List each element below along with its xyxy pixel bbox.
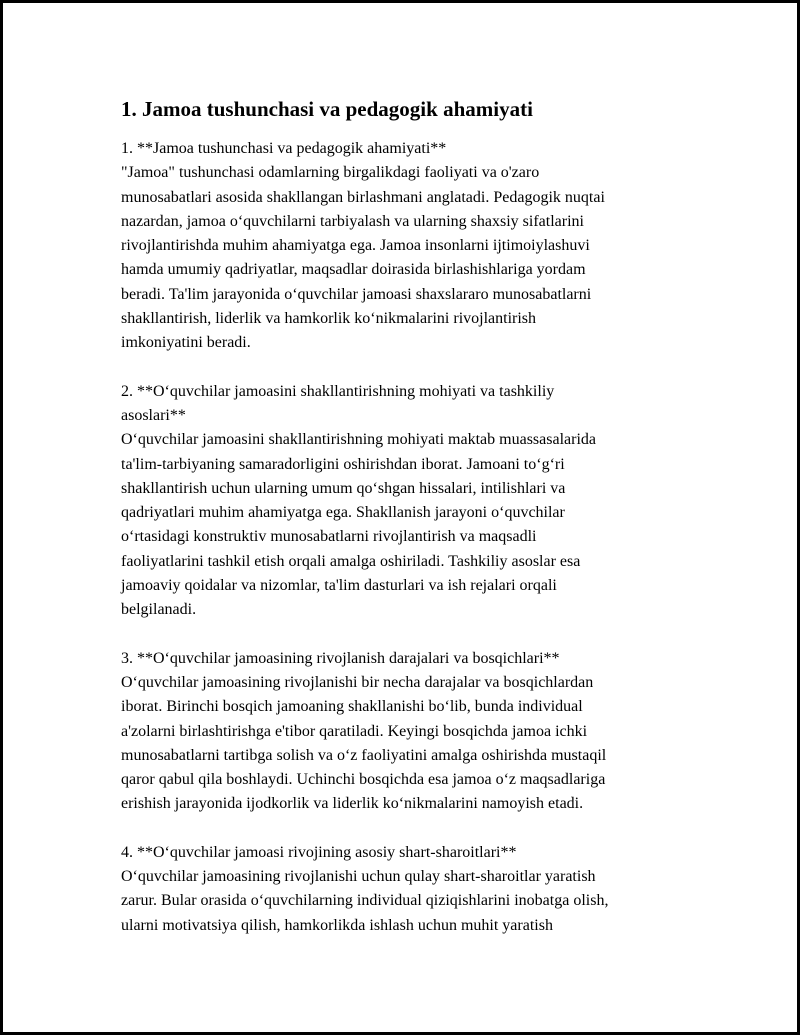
- section-4: [121, 841, 691, 938]
- paragraph-line: belgilanadi.: [121, 601, 197, 619]
- paragraph-line: imkoniyatini beradi.: [121, 334, 251, 352]
- paragraph-line: erishish jarayonida ijodkorlik va liderlik ko‘nikmalarini namoyish etadi.: [121, 795, 584, 813]
- section-3: [121, 647, 691, 817]
- paragraph-line: iborat. Birinchi bosqich jamoaning shakllanishi bo‘lib, bunda individual: [121, 698, 583, 716]
- section-heading-line: 1. **Jamoa tushunchasi va pedagogik ahamiyati**: [121, 140, 447, 157]
- paragraph-line: shakllantirish, liderlik va hamkorlik ko‘nikmalarini rivojlantirish: [121, 310, 537, 328]
- section-2: [121, 380, 691, 623]
- paragraph-line: "Jamoa" tushunchasi odamlarning birgalikdagi faoliyati va o'zaro: [121, 164, 540, 182]
- paragraph-line: O‘quvchilar jamoasining rivojlanishi uchun qulay shart-sharoitlar yaratish: [121, 868, 596, 886]
- section-heading: [121, 380, 691, 429]
- paragraph-line: qaror qabul qila boshlaydi. Uchinchi bosqichda esa jamoa o‘z maqsadlariga: [121, 771, 606, 789]
- paragraph-line: shakllantirish uchun ularning umum qo‘shgan hissalari, intilishlari va: [121, 479, 566, 497]
- document-title: 1. Jamoa tushunchasi va pedagogik ahamiyati: [121, 97, 533, 121]
- section-heading: [121, 841, 691, 865]
- document-content: [121, 95, 691, 962]
- section-heading-line: 3. **O‘quvchilar jamoasining rivojlanish darajalari va bosqichlari**: [121, 649, 560, 667]
- paragraph-line: qadriyatlari muhim ahamiyatga ega. Shakllanish jarayoni o‘quvchilar: [121, 504, 565, 522]
- paragraph-line: nazardan, jamoa o‘quvchilarni tarbiyalash va ularning shaxsiy sifatlarini: [121, 212, 584, 230]
- paragraph-line: jamoaviy qoidalar va nizomlar, ta'lim dasturlari va ish rejalari orqali: [121, 577, 557, 595]
- paragraph-line: munosabatlari asosida shakllangan birlashmani anglatadi. Pedagogik nuqtai: [121, 188, 605, 206]
- section-body: [121, 865, 691, 938]
- section-heading-line: 2. **O‘quvchilar jamoasini shakllantirishning mohiyati va tashkiliy: [121, 382, 555, 400]
- section-1: [121, 137, 691, 356]
- paragraph-line: rivojlantirishda muhim ahamiyatga ega. Jamoa insonlarni ijtimoiylashuvi: [121, 237, 590, 255]
- section-body: [121, 428, 691, 622]
- section-body: [121, 671, 691, 817]
- paragraph-line: hamda umumiy qadriyatlar, maqsadlar doirasida birlashishlariga yordam: [121, 261, 586, 279]
- paragraph-line: zarur. Bular orasida o‘quvchilarning individual qiziqishlarini inobatga olish,: [121, 892, 609, 910]
- paragraph-line: faoliyatlarini tashkil etish orqali amalga oshiriladi. Tashkiliy asoslar esa: [121, 552, 581, 570]
- section-body: [121, 161, 691, 355]
- section-heading-line: asoslari**: [121, 406, 186, 424]
- section-heading: [121, 137, 691, 161]
- paragraph-line: O‘quvchilar jamoasini shakllantirishning mohiyati maktab muassasalarida: [121, 431, 596, 449]
- section-heading-line: 4. **O‘quvchilar jamoasi rivojining asosiy shart-sharoitlari**: [121, 843, 517, 861]
- paragraph-line: munosabatlarni tartibga solish va o‘z faoliyatini amalga oshirishda mustaqil: [121, 746, 607, 764]
- paragraph-line: o‘rtasidagi konstruktiv munosabatlarni rivojlantirish va maqsadli: [121, 528, 537, 546]
- paragraph-line: ta'lim-tarbiyaning samaradorligini oshirishdan iborat. Jamoani to‘g‘ri: [121, 455, 565, 473]
- paragraph-line: a'zolarni birlashtirishga e'tibor qaratiladi. Keyingi bosqichda jamoa ichki: [121, 722, 588, 740]
- paragraph-line: beradi. Ta'lim jarayonida o‘quvchilar jamoasi shaxslararo munosabatlarni: [121, 285, 592, 303]
- paragraph-line: ularni motivatsiya qilish, hamkorlikda ishlash uchun muhit yaratish: [121, 916, 553, 934]
- paragraph-line: O‘quvchilar jamoasining rivojlanishi bir necha darajalar va bosqichlardan: [121, 673, 594, 691]
- section-heading: [121, 647, 691, 671]
